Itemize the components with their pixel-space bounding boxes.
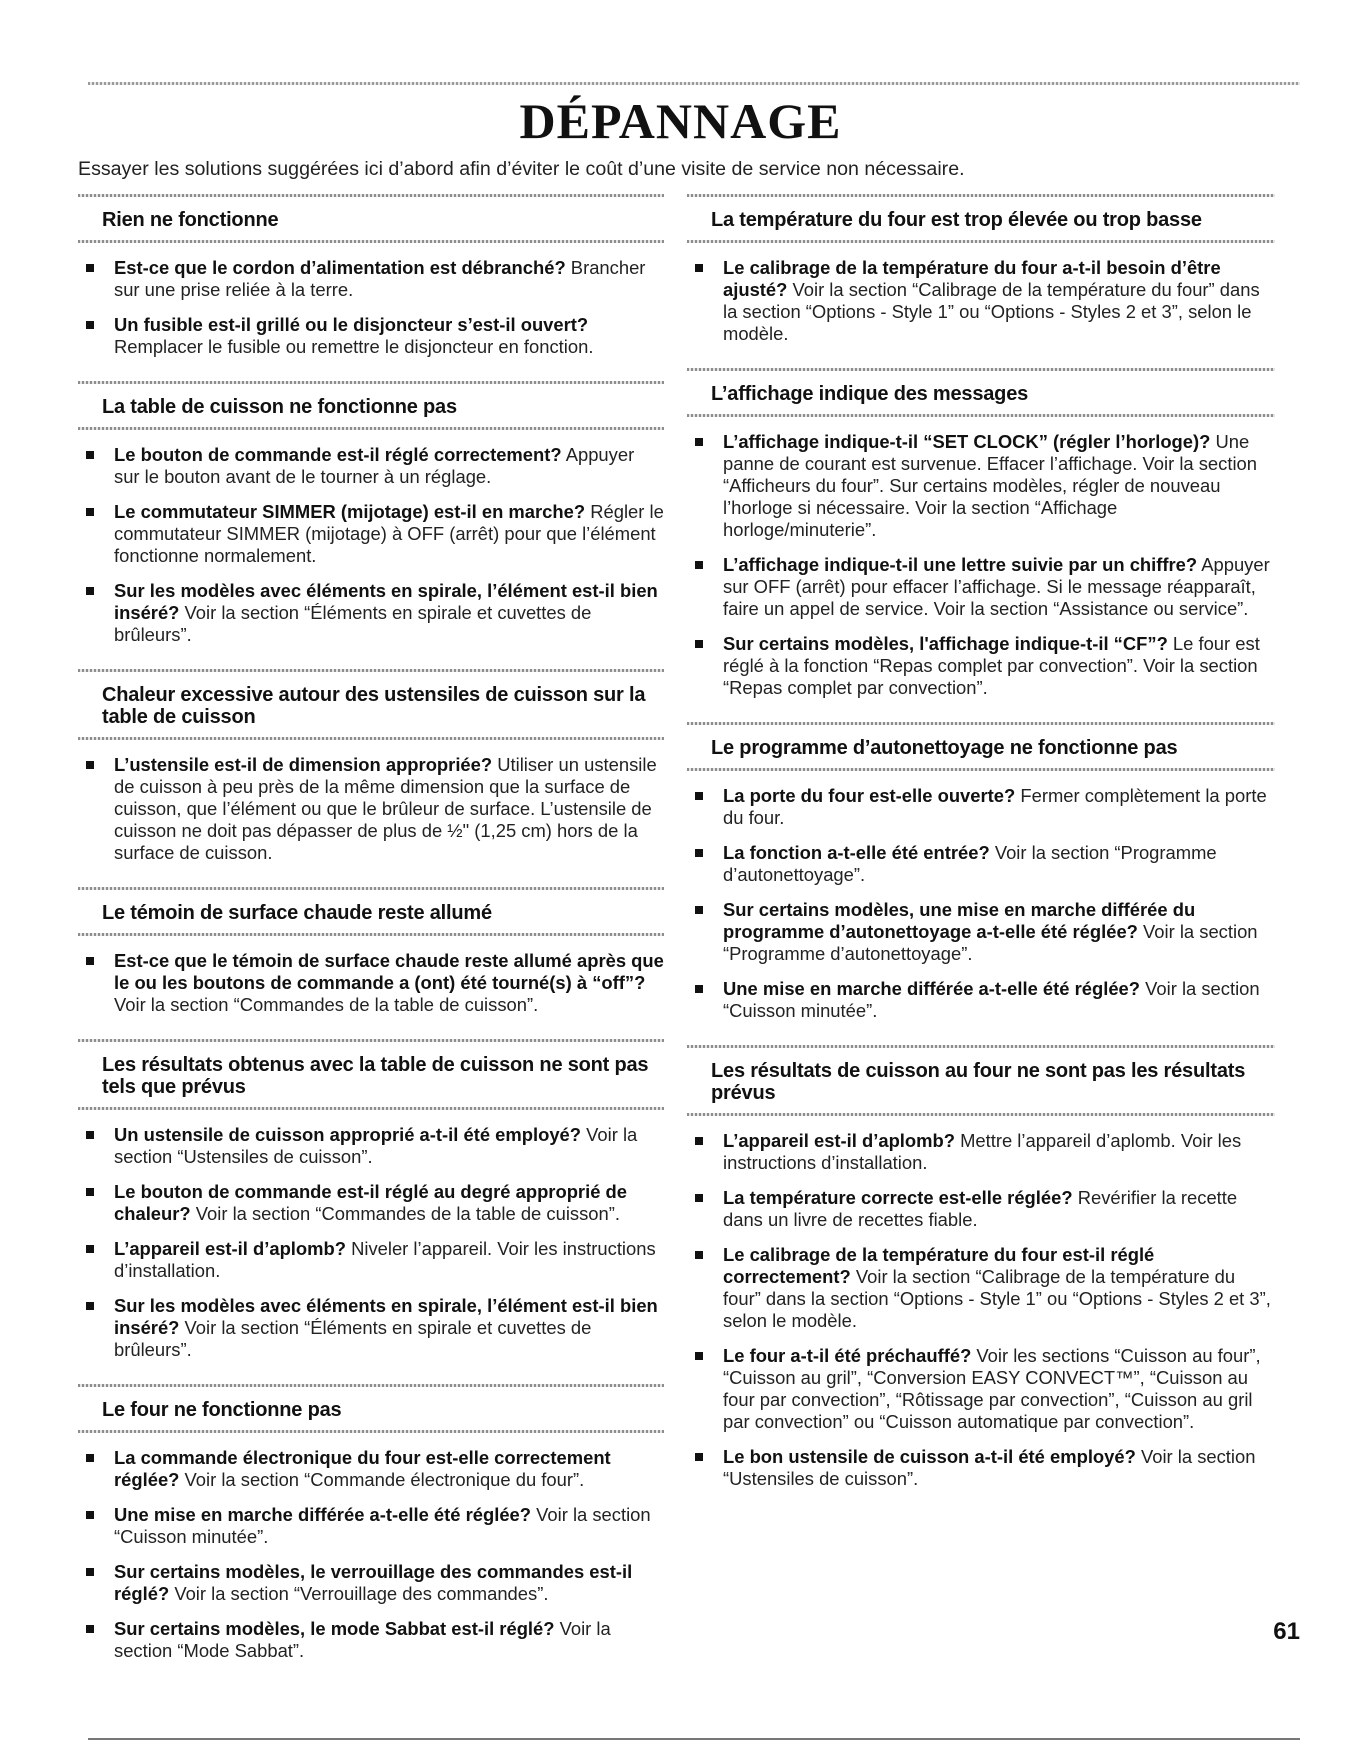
answer-text: Régler le commutateur SIMMER (mijotage) à OFF (arrêt) pour que l’élément fonctionne normalement. [114,501,664,566]
troubleshooting-section [78,669,664,887]
answer-text: Une panne de courant est survenue. Effacer l’affichage. Voir la section “Afficheurs du four”. Sur certains modèles, régler de nouveau l’horloge si nécessaire. Voir la section “Affichage horloge/minuterie”. [723,431,1258,540]
question-text: Sur les modèles avec éléments en spirale, l’élément est-il bien inséré? [114,580,658,623]
list-item [78,1618,664,1662]
page-title: DÉPANNAGE [519,93,842,149]
question-text: Le calibrage de la température du four est-il réglé correctement? [723,1244,1155,1287]
question-text: L’affichage indique-t-il une lettre suivie par un chiffre? [723,554,1198,575]
list-item [78,257,664,301]
section-heading: Le four ne fonctionne pas [102,1399,342,1421]
list-item [78,444,664,488]
answer-text: Appuyer sur le bouton avant de le tourner à un réglage. [114,444,635,487]
answer-text: Voir la section “Commandes de la table de cuisson”. [190,1203,620,1224]
answer-text: Voir la section “Mode Sabbat”. [114,1618,611,1661]
section-heading: Les résultats obtenus avec la table de cuisson ne sont pas tels que prévus [102,1054,649,1098]
answer-text: Voir la section “Calibrage de la température du four” dans la section “Options - Style 1” ou “Options - Styles 2 et 3”, selon le modèle. [723,1266,1271,1331]
list-item [78,950,664,1016]
answer-text: Voir la section “Ustensiles de cuisson”. [723,1446,1256,1489]
intro-text: Essayer les solutions suggérées ici d’abord afin d’éviter le coût d’une visite de service non nécessaire. [78,158,965,180]
list-item [687,842,1275,886]
question-text: Une mise en marche différée a-t-elle été réglée? [114,1504,532,1525]
list-item [78,314,664,358]
question-text: Une mise en marche différée a-t-elle été réglée? [723,978,1141,999]
list-item [687,1187,1275,1231]
answer-text: Voir les sections “Cuisson au four”, “Cuisson au gril”, “Conversion EASY CONVECT™”, “Cuisson au four par convection”, “Rôtissage par convection”, “Cuisson au gril par convection” ou “Cuisson automatique par convection”. [723,1345,1261,1432]
answer-text: Voir la section “Ustensiles de cuisson”. [114,1124,638,1167]
item-list [78,936,664,1039]
answer-text: Brancher sur une prise reliée à la terre. [114,257,646,300]
question-text: Est-ce que le cordon d’alimentation est débranché? [114,257,566,278]
item-list [78,1110,664,1384]
list-item [687,1130,1275,1174]
question-text: Sur certains modèles, une mise en marche différée du programme d’autonettoyage a-t-elle été réglée? [723,899,1196,942]
list-item [687,554,1275,620]
list-item [78,1238,664,1282]
bottom-rule [88,1738,1300,1740]
question-text: La commande électronique du four est-elle correctement réglée? [114,1447,611,1490]
list-item [78,1561,664,1605]
question-text: Le commutateur SIMMER (mijotage) est-il en marche? [114,501,586,522]
troubleshooting-section [687,1045,1275,1513]
list-item [78,580,664,646]
page-number: 61 [1273,1618,1300,1645]
question-text: Le calibrage de la température du four a-t-il besoin d’être ajusté? [723,257,1221,300]
section-heading: Le témoin de surface chaude reste allumé [102,902,492,924]
item-list [687,1116,1275,1513]
item-list [687,771,1275,1045]
answer-text: Le four est réglé à la fonction “Repas complet par convection”. Voir la section “Repas complet par convection”. [723,633,1260,698]
section-heading: La table de cuisson ne fonctionne pas [102,396,457,418]
troubleshooting-section [687,722,1275,1045]
top-dotted-rule [88,82,1300,85]
question-text: Le bon ustensile de cuisson a-t-il été employé? [723,1446,1136,1467]
list-item [78,1504,664,1548]
question-text: L’appareil est-il d’aplomb? [114,1238,346,1259]
question-text: Sur certains modèles, l'affichage indique-t-il “CF”? [723,633,1168,654]
troubleshooting-section [78,1039,664,1384]
answer-text: Voir la section “Verrouillage des commandes”. [169,1583,549,1604]
list-item [687,633,1275,699]
right-column [687,194,1275,1513]
question-text: L’affichage indique-t-il “SET CLOCK” (régler l’horloge)? [723,431,1211,452]
answer-text: Voir la section “Commande électronique du four”. [179,1469,585,1490]
question-text: Un ustensile de cuisson approprié a-t-il été employé? [114,1124,582,1145]
answer-text: Voir la section “Éléments en spirale et cuvettes de brûleurs”. [114,602,592,645]
section-heading: La température du four est trop élevée ou trop basse [711,209,1202,231]
answer-text: Niveler l’appareil. Voir les instructions d’installation. [114,1238,656,1281]
answer-text: Fermer complètement la porte du four. [723,785,1267,828]
item-list [78,243,664,381]
list-item [687,1446,1275,1490]
question-text: La porte du four est-elle ouverte? [723,785,1016,806]
question-text: La température correcte est-elle réglée? [723,1187,1073,1208]
section-heading: Les résultats de cuisson au four ne sont pas les résultats prévus [711,1060,1246,1104]
left-column [78,194,664,1685]
troubleshooting-section [78,887,664,1039]
item-list [687,243,1275,368]
list-item [687,1244,1275,1332]
list-item [687,978,1275,1022]
section-heading: Le programme d’autonettoyage ne fonctionne pas [711,737,1178,759]
item-list [78,1433,664,1685]
list-item [78,1124,664,1168]
question-text: Le bouton de commande est-il réglé correctement? [114,444,562,465]
question-text: Sur certains modèles, le mode Sabbat est-il réglé? [114,1618,555,1639]
list-item [687,1345,1275,1433]
troubleshooting-section [687,368,1275,722]
answer-text: Appuyer sur OFF (arrêt) pour effacer l’affichage. Si le message réapparaît, faire un appel de service. Voir la section “Assistance ou service”. [723,554,1270,619]
list-item [687,431,1275,541]
answer-text: Revérifier la recette dans un livre de recettes fiable. [723,1187,1238,1230]
item-list [78,430,664,669]
question-text: Le four a-t-il été préchauffé? [723,1345,972,1366]
troubleshooting-section [78,381,664,669]
answer-text: Remplacer le fusible ou remettre le disjoncteur en fonction. [114,336,594,357]
question-text: Un fusible est-il grillé ou le disjoncteur s’est-il ouvert? [114,314,589,335]
question-text: Sur les modèles avec éléments en spirale, l’élément est-il bien inséré? [114,1295,658,1338]
item-list [78,740,664,887]
answer-text: Voir la section “Programme d’autonettoyage”. [723,842,1217,885]
list-item [78,1181,664,1225]
section-heading: Rien ne fonctionne [102,209,279,231]
list-item [78,1447,664,1491]
answer-text: Voir la section “Cuisson minutée”. [114,1504,651,1547]
answer-text: Voir la section “Calibrage de la température du four” dans la section “Options - Style 1” ou “Options - Styles 2 et 3”, selon le modèle. [723,279,1260,344]
troubleshooting-section [78,194,664,381]
question-text: L’appareil est-il d’aplomb? [723,1130,955,1151]
answer-text: Voir la section “Cuisson minutée”. [723,978,1260,1021]
answer-text: Utiliser un ustensile de cuisson à peu près de la même dimension que la surface de cuisson, que l’élément ou que le brûleur de surface. L’ustensile de cuisson ne doit pas dépasser de plus de ½" (1,25 cm) hors de la surface de cuisson. [114,754,657,863]
section-heading: Chaleur excessive autour des ustensiles de cuisson sur la table de cuisson [102,684,646,728]
section-heading: L’affichage indique des messages [711,383,1029,405]
list-item [687,785,1275,829]
question-text: Est-ce que le témoin de surface chaude reste allumé après que le ou les boutons de commande a (ont) été tourné(s) à “off”? [114,950,664,993]
item-list [687,417,1275,722]
answer-text: Voir la section “Éléments en spirale et cuvettes de brûleurs”. [114,1317,592,1360]
list-item [78,754,664,864]
list-item [687,257,1275,345]
question-text: Le bouton de commande est-il réglé au degré approprié de chaleur? [114,1181,627,1224]
answer-text: Voir la section “Commandes de la table de cuisson”. [114,994,539,1015]
answer-text: Mettre l’appareil d’aplomb. Voir les instructions d’installation. [723,1130,1242,1173]
troubleshooting-section [78,1384,664,1685]
question-text: L’ustensile est-il de dimension appropriée? [114,754,493,775]
troubleshooting-section [687,194,1275,368]
question-text: Sur certains modèles, le verrouillage des commandes est-il réglé? [114,1561,633,1604]
list-item [78,1295,664,1361]
list-item [78,501,664,567]
question-text: La fonction a-t-elle été entrée? [723,842,990,863]
list-item [687,899,1275,965]
answer-text: Voir la section “Programme d’autonettoyage”. [723,921,1258,964]
